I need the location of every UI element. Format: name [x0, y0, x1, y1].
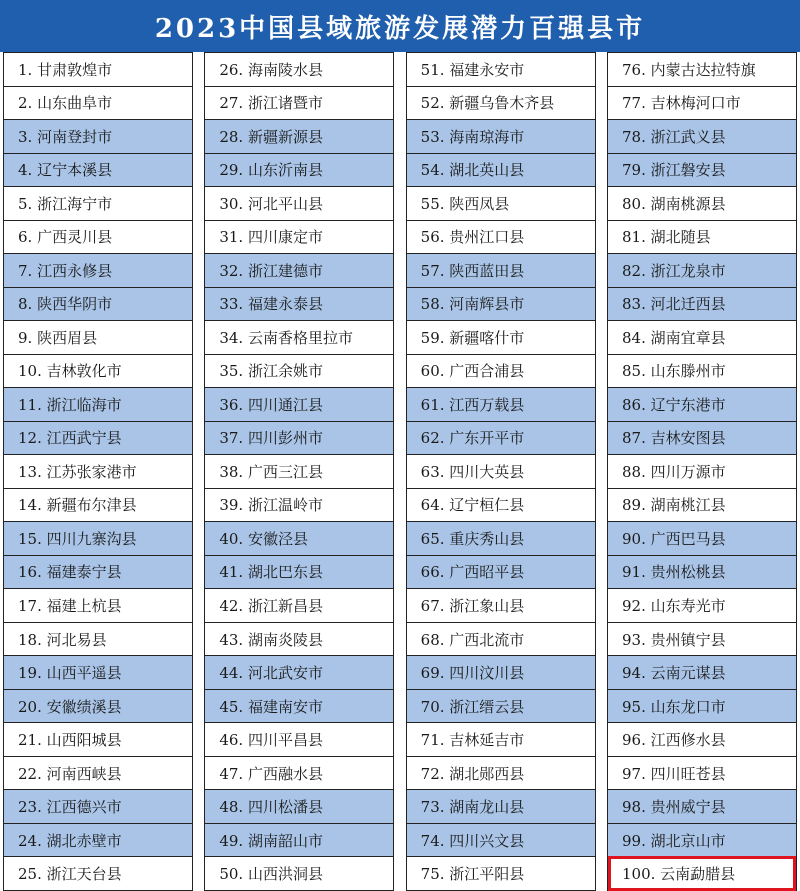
list-item: 87. 吉林安图县: [608, 421, 796, 455]
list-item: 59. 新疆喀什市: [407, 320, 595, 354]
list-item: 45. 福建南安市: [205, 689, 393, 723]
list-item: 75. 浙江平阳县: [407, 856, 595, 891]
list-item: 49. 湖南韶山市: [205, 823, 393, 857]
list-item: 73. 湖南龙山县: [407, 789, 595, 823]
list-item: 85. 山东滕州市: [608, 354, 796, 388]
list-item: 41. 湖北巴东县: [205, 555, 393, 589]
list-item: 29. 山东沂南县: [205, 153, 393, 187]
list-item: 86. 辽宁东港市: [608, 387, 796, 421]
list-item: 83. 河北迁西县: [608, 287, 796, 321]
list-item: 58. 河南辉县市: [407, 287, 595, 321]
list-item: 17. 福建上杭县: [4, 588, 192, 622]
list-item: 30. 河北平山县: [205, 186, 393, 220]
list-item: 9. 陕西眉县: [4, 320, 192, 354]
list-item: 53. 海南琼海市: [407, 119, 595, 153]
list-item: 57. 陕西蓝田县: [407, 253, 595, 287]
list-item: 79. 浙江磐安县: [608, 153, 796, 187]
list-item: 28. 新疆新源县: [205, 119, 393, 153]
list-item: 92. 山东寿光市: [608, 588, 796, 622]
list-item: 64. 辽宁桓仁县: [407, 488, 595, 522]
list-item: 22. 河南西峡县: [4, 756, 192, 790]
list-item: 4. 辽宁本溪县: [4, 153, 192, 187]
list-item: 24. 湖北赤壁市: [4, 823, 192, 857]
list-item: 89. 湖南桃江县: [608, 488, 796, 522]
list-item: 82. 浙江龙泉市: [608, 253, 796, 287]
list-item: 69. 四川汶川县: [407, 655, 595, 689]
list-item: 77. 吉林梅河口市: [608, 86, 796, 120]
list-item: 63. 四川大英县: [407, 454, 595, 488]
ranking-column-2: [204, 52, 394, 891]
list-item: 34. 云南香格里拉市: [205, 320, 393, 354]
list-item: 21. 山西阳城县: [4, 722, 192, 756]
list-item: 8. 陕西华阴市: [4, 287, 192, 321]
list-item: 55. 陕西凤县: [407, 186, 595, 220]
list-item: 95. 山东龙口市: [608, 689, 796, 723]
list-item: 23. 江西德兴市: [4, 789, 192, 823]
list-item: 71. 吉林延吉市: [407, 722, 595, 756]
list-item: 11. 浙江临海市: [4, 387, 192, 421]
list-item: 66. 广西昭平县: [407, 555, 595, 589]
list-item: 3. 河南登封市: [4, 119, 192, 153]
list-item: 18. 河北易县: [4, 622, 192, 656]
list-item: 25. 浙江天台县: [4, 856, 192, 891]
list-item: 6. 广西灵川县: [4, 220, 192, 254]
list-item: 78. 浙江武义县: [608, 119, 796, 153]
list-item: 81. 湖北随县: [608, 220, 796, 254]
list-item: 90. 广西巴马县: [608, 521, 796, 555]
ranking-column-4: [607, 52, 797, 891]
list-item: 70. 浙江缙云县: [407, 689, 595, 723]
list-item: 5. 浙江海宁市: [4, 186, 192, 220]
list-item: 52. 新疆乌鲁木齐县: [407, 86, 595, 120]
list-item: 19. 山西平遥县: [4, 655, 192, 689]
list-item: 61. 江西万载县: [407, 387, 595, 421]
list-item: 2. 山东曲阜市: [4, 86, 192, 120]
list-item: 40. 安徽泾县: [205, 521, 393, 555]
list-item: 10. 吉林敦化市: [4, 354, 192, 388]
list-item: 36. 四川通江县: [205, 387, 393, 421]
list-item: 13. 江苏张家港市: [4, 454, 192, 488]
list-item: 62. 广东开平市: [407, 421, 595, 455]
list-item: 37. 四川彭州市: [205, 421, 393, 455]
list-item: 51. 福建永安市: [407, 52, 595, 86]
list-item: 38. 广西三江县: [205, 454, 393, 488]
ranking-grid: [0, 52, 800, 891]
list-item: 67. 浙江象山县: [407, 588, 595, 622]
list-item: 27. 浙江诸暨市: [205, 86, 393, 120]
list-item: 44. 河北武安市: [205, 655, 393, 689]
list-item: 65. 重庆秀山县: [407, 521, 595, 555]
list-item: 14. 新疆布尔津县: [4, 488, 192, 522]
list-item: 99. 湖北京山市: [608, 823, 796, 857]
list-item: 32. 浙江建德市: [205, 253, 393, 287]
list-item: 98. 贵州威宁县: [608, 789, 796, 823]
list-item: 20. 安徽绩溪县: [4, 689, 192, 723]
list-item: 88. 四川万源市: [608, 454, 796, 488]
list-item: 60. 广西合浦县: [407, 354, 595, 388]
list-item: 48. 四川松潘县: [205, 789, 393, 823]
list-item: 68. 广西北流市: [407, 622, 595, 656]
list-item: 35. 浙江余姚市: [205, 354, 393, 388]
list-item: 33. 福建永泰县: [205, 287, 393, 321]
list-item: 74. 四川兴文县: [407, 823, 595, 857]
list-item: 15. 四川九寨沟县: [4, 521, 192, 555]
list-item: 1. 甘肃敦煌市: [4, 52, 192, 86]
list-item: 39. 浙江温岭市: [205, 488, 393, 522]
ranking-column-3: [406, 52, 596, 891]
list-item: 12. 江西武宁县: [4, 421, 192, 455]
ranking-column-1: [3, 52, 193, 891]
list-item: 54. 湖北英山县: [407, 153, 595, 187]
list-item: 47. 广西融水县: [205, 756, 393, 790]
list-item: 80. 湖南桃源县: [608, 186, 796, 220]
list-item: 76. 内蒙古达拉特旗: [608, 52, 796, 86]
list-item: 42. 浙江新昌县: [205, 588, 393, 622]
list-item: 43. 湖南炎陵县: [205, 622, 393, 656]
highlighted-list-item: 100. 云南勐腊县: [608, 856, 796, 891]
page-title: 2023中国县域旅游发展潜力百强县市: [0, 0, 800, 52]
list-item: 31. 四川康定市: [205, 220, 393, 254]
list-item: 7. 江西永修县: [4, 253, 192, 287]
list-item: 93. 贵州镇宁县: [608, 622, 796, 656]
list-item: 97. 四川旺苍县: [608, 756, 796, 790]
list-item: 84. 湖南宜章县: [608, 320, 796, 354]
list-item: 96. 江西修水县: [608, 722, 796, 756]
list-item: 46. 四川平昌县: [205, 722, 393, 756]
list-item: 94. 云南元谋县: [608, 655, 796, 689]
list-item: 16. 福建泰宁县: [4, 555, 192, 589]
list-item: 56. 贵州江口县: [407, 220, 595, 254]
list-item: 91. 贵州松桃县: [608, 555, 796, 589]
list-item: 72. 湖北郧西县: [407, 756, 595, 790]
list-item: 50. 山西洪洞县: [205, 856, 393, 891]
list-item: 26. 海南陵水县: [205, 52, 393, 86]
